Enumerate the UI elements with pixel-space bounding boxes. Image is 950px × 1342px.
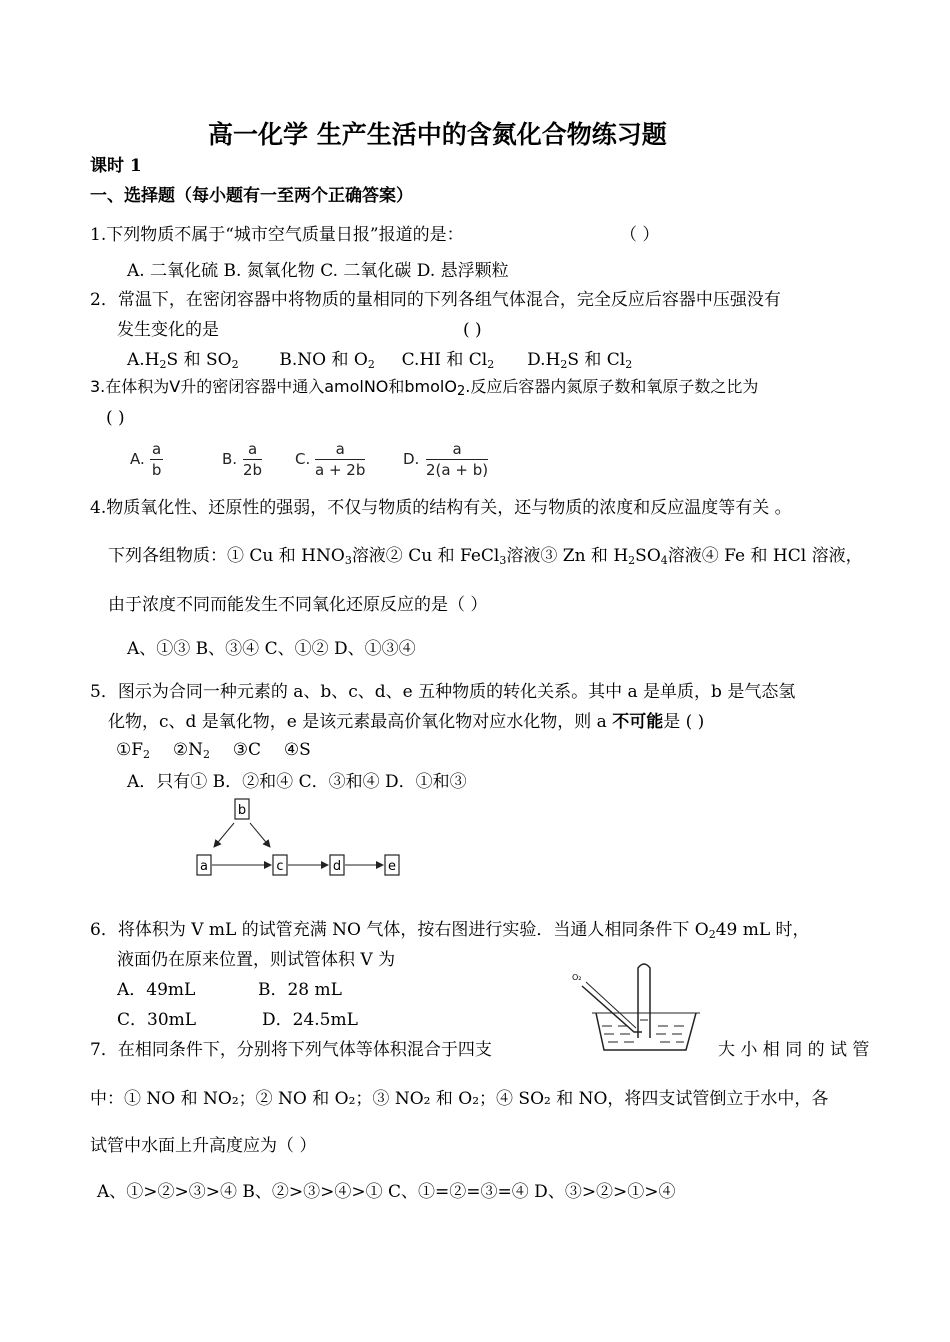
q5-conversion-diagram bbox=[190, 795, 410, 885]
q3-option-c-fraction: $\frac{a}{a + 2b}$ bbox=[315, 440, 366, 479]
node-d bbox=[330, 855, 344, 875]
q3-option-c-label: C. bbox=[295, 450, 311, 468]
q2-option-a: $A.H_2S$ 和 $SO_2$ bbox=[127, 350, 239, 371]
svg-text:e: e bbox=[388, 859, 396, 874]
node-a bbox=[197, 855, 211, 875]
svg-text:a: a bbox=[200, 859, 208, 874]
node-c bbox=[273, 855, 287, 875]
q3-option-b-label: B. bbox=[222, 450, 238, 468]
q7-options: A、①>②>③>④ B、②>③>④>① C、①=②=③=④ D、③>②>①>④ bbox=[97, 1182, 676, 1202]
q4-stem: 4.物质氧化性、还原性的强弱，不仅与物质的结构有关，还与物质的浓度和反应温度等有关 。 bbox=[90, 498, 792, 518]
section-heading: 一、选择题（每小题有一至两个正确答案） bbox=[90, 186, 413, 206]
q6-line2: 液面仍在原来位置，则试管体积 V 为 bbox=[117, 950, 396, 970]
q4-line3: 由于浓度不同而能发生不同氧化还原反应的是（ ） bbox=[108, 595, 488, 615]
node-e bbox=[385, 855, 399, 875]
q5-line2: 化物，c、d 是氧化物，e 是该元素最高价氧化物对应水化物，则 a 不可能是 ( ) bbox=[108, 712, 705, 732]
svg-text:b: b bbox=[237, 803, 247, 818]
q3-option-d-fraction: $\frac{a}{2(a + b)}$ bbox=[426, 440, 489, 479]
q4-options: A、①③ B、③④ C、①② D、①③④ bbox=[127, 639, 416, 659]
q3-option-d-label: D. bbox=[403, 450, 420, 468]
q7-stem: 7．在相同条件下，分别将下列气体等体积混合于四支 bbox=[90, 1040, 492, 1060]
q4-line2: 下列各组物质：① Cu 和 $HNO_3$溶液② Cu 和 FeCl$_3$溶液③ Zn 和 $H_2SO_4$溶液④ Fe 和 HCl 溶液， bbox=[108, 546, 863, 567]
q3-option-a-label: A. bbox=[130, 450, 145, 468]
water bbox=[602, 1026, 684, 1042]
q2-stem-line2: 发生变化的是 bbox=[117, 320, 219, 340]
node-b bbox=[235, 799, 249, 819]
q1-stem: 1.下列物质不属于“城市空气质量日报”报道的是： bbox=[90, 225, 464, 245]
test-tube bbox=[638, 964, 650, 1038]
svg-text:c: c bbox=[276, 859, 284, 874]
svg-text:d: d bbox=[332, 859, 342, 874]
q6-option-b: B．28 mL bbox=[258, 980, 342, 1000]
q2-stem: 2．常温下，在密闭容器中将物质的量相同的下列各组气体混合，完全反应后容器中压强没有 bbox=[90, 290, 781, 310]
q6-apparatus-figure bbox=[568, 958, 703, 1058]
q5-stem: 5．图示为合同一种元素的 a、b、c、d、e 五种物质的转化关系。其中 a 是单质，b 是气态氢 bbox=[90, 682, 796, 702]
o2-label: O₂ bbox=[572, 973, 582, 982]
q1-options: A. 二氧化硫 B. 氮氧化物 C. 二氧化碳 D. 悬浮颗粒 bbox=[127, 261, 509, 281]
q2-option-c: C.HI 和 $Cl_2$ bbox=[401, 350, 495, 371]
arrow-b-a bbox=[214, 823, 234, 847]
q5-choice-3: ③C bbox=[232, 740, 262, 760]
q3-stem: 3.在体积为V升的密闭容器中通入amolNO和bmolO$_2$.反应后容器内氮原子数和氧原子数之比为 bbox=[90, 377, 759, 399]
q6-option-c: C．30mL bbox=[117, 1010, 197, 1030]
q5-choice-2: $②N_2$ bbox=[172, 740, 210, 761]
q5-choice-4: ④S bbox=[283, 740, 311, 760]
q1-paren: （ ） bbox=[620, 225, 660, 245]
q7-stem-tail: 大 小 相 同 的 试 管 bbox=[718, 1040, 870, 1060]
q5-options: A．只有① B．②和④ C．③和④ D．①和③ bbox=[127, 772, 467, 792]
lesson-label: 课时 1 bbox=[90, 156, 142, 176]
q2-option-d: $D.H_2S$ 和 $Cl_2$ bbox=[527, 350, 633, 371]
q3-paren: ( ) bbox=[106, 408, 125, 428]
q3-option-a-fraction: $\frac{a}{b}$ bbox=[151, 440, 162, 479]
q5-choice-1: $①F_2$ bbox=[116, 740, 151, 761]
q6-stem: 6．将体积为 V mL 的试管充满 NO 气体，按右图进行实验．当通人相同条件下 $O_249$ mL 时， bbox=[90, 920, 810, 941]
q6-option-a: A．49mL bbox=[117, 980, 196, 1000]
q2-options bbox=[127, 350, 632, 370]
q3-option-b-fraction: $\frac{a}{2b}$ bbox=[243, 440, 263, 479]
arrow-b-c bbox=[250, 823, 270, 847]
page-title: 高一化学 生产生活中的含氮化合物练习题 bbox=[208, 120, 667, 149]
q2-option-b: B.NO 和 $O_2$ bbox=[279, 350, 375, 371]
beaker bbox=[596, 1013, 696, 1050]
q2-paren: ( ) bbox=[463, 320, 482, 340]
q6-option-d: D．24.5mL bbox=[262, 1010, 358, 1030]
q5-choices bbox=[116, 740, 311, 760]
q7-line2: 中：① NO 和 NO₂；② NO 和 O₂；③ NO₂ 和 O₂；④ SO₂ 和 NO，将四支试管倒立于水中，各 bbox=[90, 1089, 829, 1109]
q7-line3: 试管中水面上升高度应为（ ） bbox=[90, 1136, 317, 1156]
